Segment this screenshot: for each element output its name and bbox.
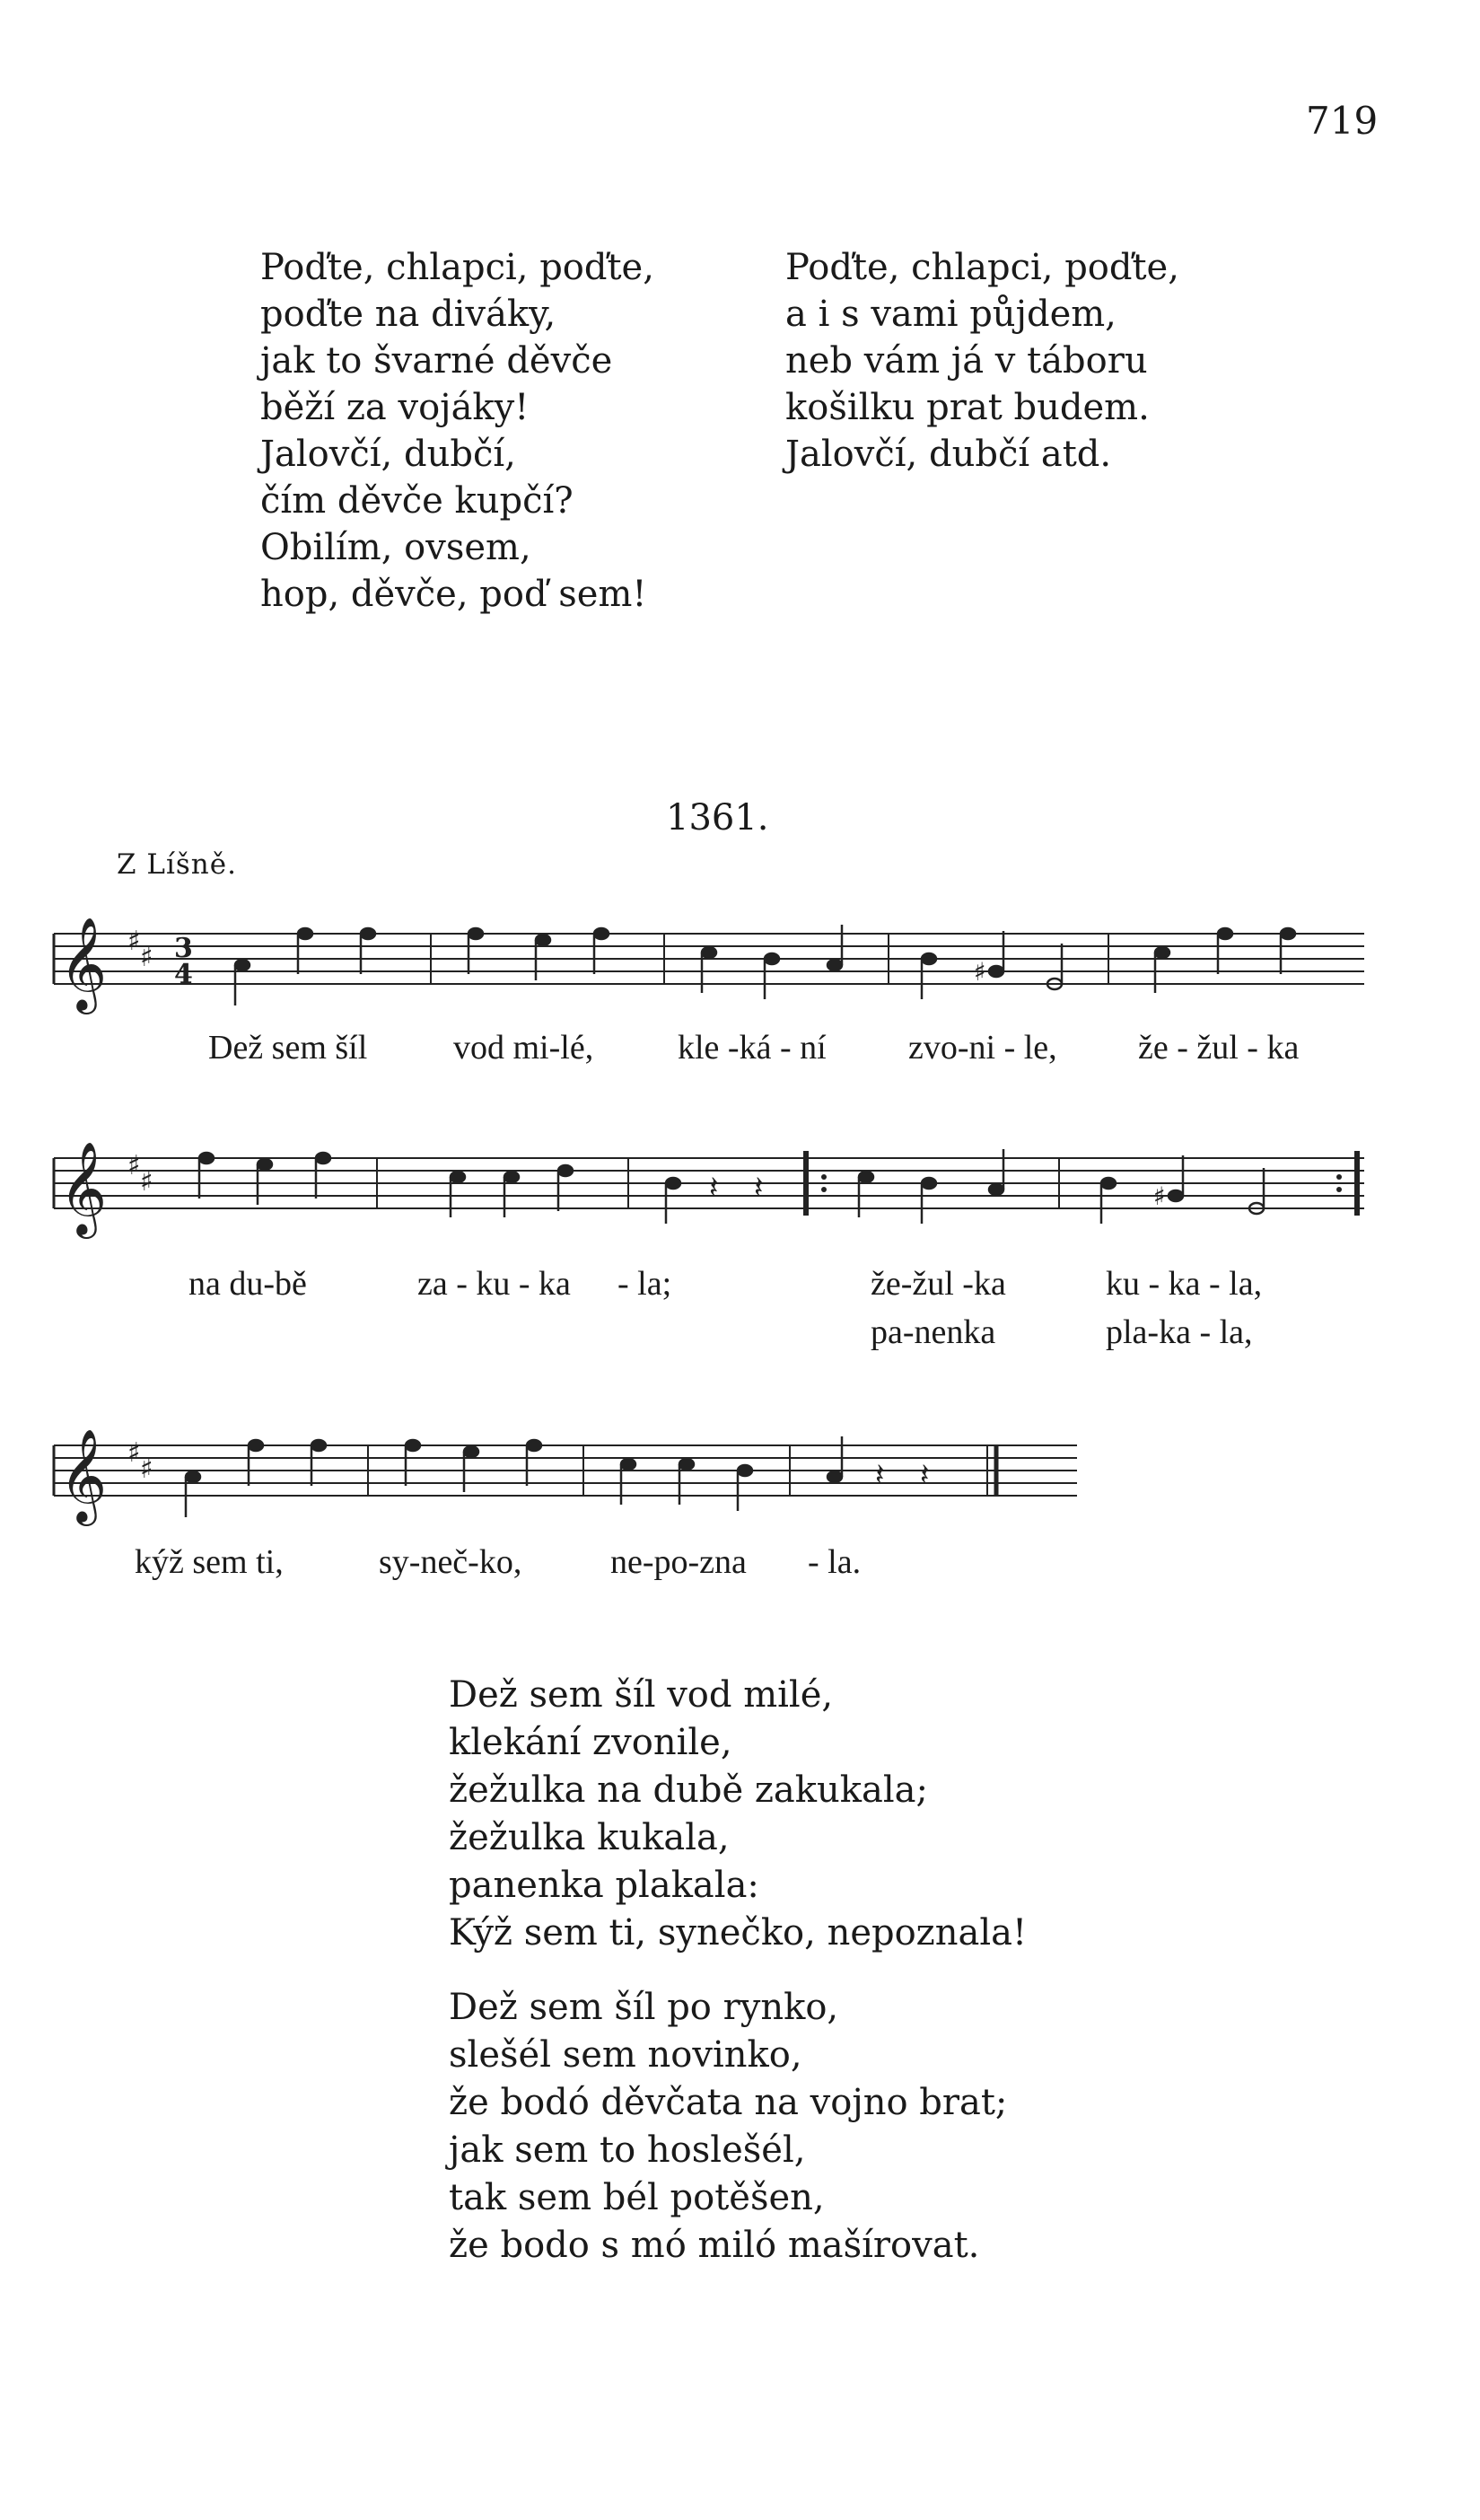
lyric: pla-ka - la,	[1106, 1313, 1253, 1351]
verse-line: běží za vojáky!	[260, 387, 530, 428]
verse-line: Jalovčí, dubčí atd.	[785, 434, 1112, 475]
sharp-icon: ♯	[140, 1166, 153, 1198]
stanza-line: tak sem bél potěšen,	[449, 2177, 825, 2218]
stanza-line: Dež sem šíl vod milé,	[449, 1674, 834, 1716]
repeat-dot-icon	[821, 1187, 827, 1192]
sharp-icon: ♯	[140, 942, 153, 973]
stanza-1	[449, 1672, 1027, 1957]
verse-line: Poďte, chlapci, poďte,	[785, 247, 1179, 288]
stanza-line: slešél sem novinko,	[449, 2034, 802, 2076]
rest-icon: 𝄽	[754, 1170, 764, 1206]
stanza-line: že bodó děvčata na vojno brat;	[449, 2082, 1008, 2123]
verse-line: a i s vami půjdem,	[785, 294, 1117, 335]
stanza-line: žežulka kukala,	[449, 1817, 730, 1858]
sharp-icon: ♯	[140, 1453, 153, 1485]
rest-icon: 𝄽	[920, 1457, 930, 1493]
verse-line: poďte na diváky,	[260, 294, 556, 335]
repeat-dot-icon	[1336, 1174, 1342, 1180]
music-staff-2	[54, 1140, 1373, 1248]
lyric: Dež sem šíl	[208, 1029, 368, 1067]
lyric: že - žul - ka	[1138, 1029, 1300, 1067]
verse-line: košilku prat budem.	[785, 387, 1150, 428]
time-signature-bottom: 4	[174, 959, 193, 990]
stanza-line: Kýž sem ti, synečko, nepoznala!	[449, 1912, 1028, 1954]
stanza-line: že bodo s mó miló mašírovat.	[449, 2225, 980, 2266]
lyric: na du-bě	[188, 1265, 307, 1303]
sharp-icon: ♯	[127, 1150, 141, 1181]
lyric: kýž sem ti,	[135, 1543, 284, 1581]
sharp-icon: ♯	[127, 926, 141, 957]
lyric: - la.	[808, 1543, 862, 1581]
repeat-dot-icon	[1336, 1187, 1342, 1192]
verse-left	[260, 244, 654, 618]
rest-icon: 𝄽	[709, 1170, 719, 1206]
treble-clef-icon: 𝄞	[59, 917, 108, 1011]
treble-clef-icon: 𝄞	[59, 1428, 108, 1523]
lyric: sy-neč-ko,	[379, 1543, 522, 1581]
lyric: kle -ká - ní	[678, 1029, 827, 1067]
sharp-icon: ♯	[1153, 1181, 1166, 1211]
lyric: zvo-ni - le,	[908, 1029, 1057, 1067]
verse-line: Obilím, ovsem,	[260, 527, 531, 568]
repeat-dot-icon	[821, 1174, 827, 1180]
time-signature-top: 3	[174, 933, 193, 964]
lyric: za - ku - ka	[417, 1265, 571, 1303]
music-staff-3	[54, 1427, 1095, 1535]
stanza-line: Dež sem šíl po rynko,	[449, 1987, 839, 2028]
verse-line: hop, děvče, poď sem!	[260, 574, 647, 615]
lyric: vod mi-lé,	[453, 1029, 594, 1067]
treble-clef-icon: 𝄞	[59, 1141, 108, 1235]
verse-line: čím děvče kupčí?	[260, 480, 574, 522]
sharp-icon: ♯	[127, 1437, 141, 1469]
lyric: že-žul -ka	[871, 1265, 1006, 1303]
lyric: ne-po-zna	[610, 1543, 747, 1581]
verse-right	[785, 244, 1179, 478]
stanza-line: klekání zvonile,	[449, 1722, 732, 1763]
stanza-line: jak sem to hoslešél,	[449, 2129, 806, 2171]
song-number: 1361.	[666, 797, 769, 839]
stanza-line: žežulka na dubě zakukala;	[449, 1769, 928, 1811]
music-staff-1	[54, 916, 1373, 1023]
song-origin: Z Líšně.	[117, 848, 237, 881]
verse-line: jak to švarné děvče	[260, 340, 613, 382]
lyric: ku - ka - la,	[1106, 1265, 1263, 1303]
page-number: 719	[1306, 99, 1379, 143]
verse-line: Jalovčí, dubčí,	[260, 434, 516, 475]
sharp-icon: ♯	[974, 957, 986, 987]
verse-line: neb vám já v táboru	[785, 340, 1148, 382]
verse-line: Poďte, chlapci, poďte,	[260, 247, 654, 288]
lyric: - la;	[617, 1265, 672, 1303]
lyric: pa-nenka	[871, 1313, 996, 1351]
rest-icon: 𝄽	[875, 1457, 885, 1493]
stanza-2	[449, 1984, 1007, 2270]
stanza-line: panenka plakala:	[449, 1865, 759, 1906]
